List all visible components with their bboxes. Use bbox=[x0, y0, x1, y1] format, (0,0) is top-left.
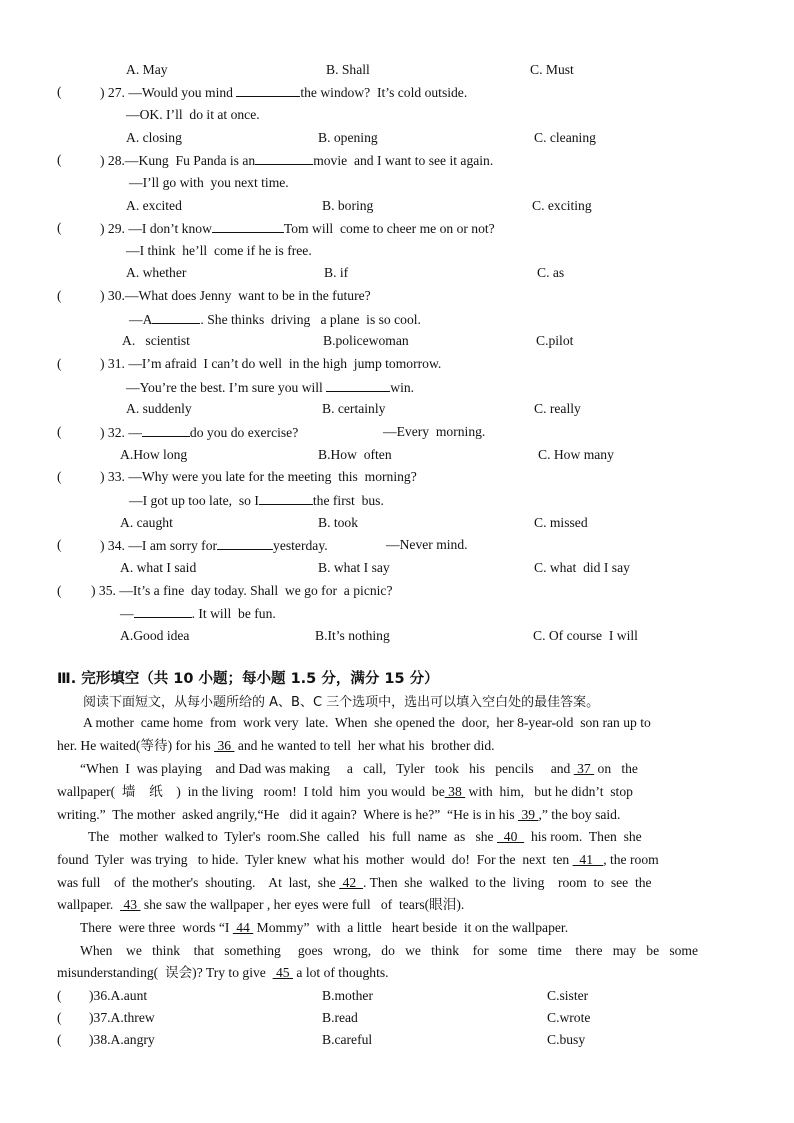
passage-line: misunderstanding( 误会)? Try to give 45 a lot of thoughts. bbox=[57, 965, 389, 980]
q37-option-b: B.read bbox=[322, 1010, 358, 1025]
blank-43: 43 bbox=[120, 897, 141, 912]
q33-option-c: C. missed bbox=[534, 515, 588, 530]
q27-option-a: A. closing bbox=[126, 130, 182, 145]
q35-blank bbox=[134, 604, 192, 618]
passage-line: writing.” The mother asked angrily,“He did it again? Where is he?” “He is in his 39 ,” the boy said. bbox=[57, 807, 621, 822]
q28-option-c: C. exciting bbox=[532, 198, 592, 213]
q27-paren: ( bbox=[57, 84, 62, 99]
q38-paren: ( bbox=[57, 1032, 62, 1047]
q27-blank bbox=[236, 83, 300, 97]
q35-paren: ( bbox=[57, 583, 62, 598]
q29-option-c: C. as bbox=[537, 265, 565, 280]
q33-stem: ) 33. —Why were you late for the meeting this morning? bbox=[100, 469, 417, 484]
q37-option-c: C.wrote bbox=[547, 1010, 591, 1025]
q32-stem: ) 32. — do you do exercise? bbox=[100, 425, 299, 440]
q33-paren: ( bbox=[57, 469, 62, 484]
q28-option-b: B. boring bbox=[322, 198, 374, 213]
passage-line: A mother came home from work very late. When she opened the door, her 8-year-old son ran up to bbox=[83, 715, 651, 730]
q32-reply: —Every morning. bbox=[383, 424, 486, 439]
q34-blank bbox=[217, 536, 273, 550]
passage-line: wallpaper( 墙 纸 ) in the living room! I told him you would be 38 with him, but he didn’t stop bbox=[57, 784, 633, 799]
blank-38: 38 bbox=[444, 784, 466, 799]
q33-option-a: A. caught bbox=[120, 515, 173, 530]
q38-option-b: B.careful bbox=[322, 1032, 373, 1047]
q26-option-b: B. Shall bbox=[326, 62, 370, 77]
q38-option-c: C.busy bbox=[547, 1032, 586, 1047]
q34-option-b: B. what I say bbox=[318, 560, 390, 575]
blank-40: 40 bbox=[496, 829, 525, 844]
q37-option-a: )37.A.threw bbox=[89, 1010, 155, 1025]
q28-paren: ( bbox=[57, 152, 62, 167]
q28-stem: ) 28.—Kung Fu Panda is an movie and I want to see it again. bbox=[100, 153, 494, 168]
q31-option-a: A. suddenly bbox=[126, 401, 192, 416]
q35-reply: — . It will be fun. bbox=[120, 606, 276, 621]
q28-blank bbox=[255, 151, 313, 165]
q30-stem: ) 30.—What does Jenny want to be in the future? bbox=[100, 288, 371, 303]
q30-option-b: B.policewoman bbox=[323, 333, 409, 348]
q28-option-a: A. excited bbox=[126, 198, 182, 213]
q32-paren: ( bbox=[57, 424, 62, 439]
q37-paren: ( bbox=[57, 1010, 62, 1025]
q35-option-c: C. Of course I will bbox=[533, 628, 638, 643]
q36-option-a: )36.A.aunt bbox=[89, 988, 148, 1003]
blank-41: 41 bbox=[572, 852, 604, 867]
section-title: Ⅲ. 完形填空（共 10 小题；每小题 1.5 分，满分 15 分） bbox=[57, 671, 439, 687]
q30-option-c: C.pilot bbox=[536, 333, 574, 348]
q27-option-b: B. opening bbox=[318, 130, 378, 145]
q31-stem: ) 31. —I’m afraid I can’t do well in the high jump tomorrow. bbox=[100, 356, 442, 371]
q34-option-a: A. what I said bbox=[120, 560, 197, 575]
q31-reply: —You’re the best. I’m sure you will win. bbox=[126, 380, 415, 395]
q30-reply: —A . She thinks driving a plane is so cool. bbox=[129, 312, 421, 327]
q29-reply: —I think he’ll come if he is free. bbox=[126, 243, 312, 258]
q27-reply: —OK. I’ll do it at once. bbox=[126, 107, 260, 122]
q29-option-b: B. if bbox=[324, 265, 349, 280]
passage-line: The mother walked to Tyler's room.She called his full name as she 40 his room. Then she bbox=[88, 829, 642, 844]
q32-blank bbox=[142, 423, 190, 437]
q35-option-a: A.Good idea bbox=[120, 628, 190, 643]
q27-option-c: C. cleaning bbox=[534, 130, 596, 145]
passage-line: “When I was playing and Dad was making a call, Tyler took his pencils and 37 on the bbox=[80, 761, 638, 776]
q31-option-c: C. really bbox=[534, 401, 581, 416]
q33-blank bbox=[259, 491, 313, 505]
q29-paren: ( bbox=[57, 220, 62, 235]
blank-45: 45 bbox=[272, 965, 293, 980]
q31-blank bbox=[326, 378, 390, 392]
q34-stem: ) 34. —I am sorry for yesterday. bbox=[100, 538, 328, 553]
q30-blank bbox=[152, 310, 200, 324]
q35-option-b: B.It’s nothing bbox=[315, 628, 390, 643]
q26-option-c: C. Must bbox=[530, 62, 574, 77]
q32-option-c: C. How many bbox=[538, 447, 614, 462]
q29-blank bbox=[212, 219, 284, 233]
q34-reply: —Never mind. bbox=[386, 537, 468, 552]
q36-option-c: C.sister bbox=[547, 988, 589, 1003]
q29-option-a: A. whether bbox=[126, 265, 187, 280]
q33-option-b: B. took bbox=[318, 515, 359, 530]
q26-option-a: A. May bbox=[126, 62, 168, 77]
q34-option-c: C. what did I say bbox=[534, 560, 630, 575]
q31-option-b: B. certainly bbox=[322, 401, 386, 416]
q38-option-a: )38.A.angry bbox=[89, 1032, 155, 1047]
q32-option-b: B.How often bbox=[318, 447, 392, 462]
passage-line: wallpaper. 43 she saw the wallpaper , her eyes were full of tears(眼泪). bbox=[57, 897, 465, 912]
blank-44: 44 bbox=[232, 920, 254, 935]
blank-36: 36 bbox=[214, 738, 235, 753]
q29-stem: ) 29. —I don’t know Tom will come to cheer me on or not? bbox=[100, 221, 495, 236]
passage-line: When we think that something goes wrong, do we think for some time there may be some bbox=[80, 943, 699, 958]
passage-line: found Tyler was trying to hide. Tyler knew what his mother would do! For the next ten 41 , the room bbox=[57, 852, 659, 867]
blank-39: 39 bbox=[518, 807, 539, 822]
q36-paren: ( bbox=[57, 988, 62, 1003]
q28-reply: —I’ll go with you next time. bbox=[129, 175, 289, 190]
passage-line: There were three words “I 44 Mommy” with a little heart beside it on the wallpaper. bbox=[80, 920, 569, 935]
q30-option-a: A. scientist bbox=[122, 333, 190, 348]
q33-reply: —I got up too late, so I the first bus. bbox=[129, 493, 384, 508]
blank-42: 42 bbox=[339, 875, 364, 890]
q31-paren: ( bbox=[57, 356, 62, 371]
q36-option-b: B.mother bbox=[322, 988, 373, 1003]
q32-option-a: A.How long bbox=[120, 447, 188, 462]
passage-line: was full of the mother's shouting. At last, she 42 . Then she walked to the living room to see the bbox=[57, 875, 652, 890]
q34-paren: ( bbox=[57, 537, 62, 552]
q27-stem: ) 27. —Would you mind the window? It’s cold outside. bbox=[100, 85, 468, 100]
section-instruction: 阅读下面短文，从每小题所给的 A、B、C 三个选项中，选出可以填入空白处的最佳答案。 bbox=[83, 695, 600, 710]
passage-line: her. He waited(等待) for his 36 and he wanted to tell her what his brother did. bbox=[57, 738, 495, 753]
q35-stem: ) 35. —It’s a fine day today. Shall we go for a picnic? bbox=[91, 583, 393, 598]
blank-37: 37 bbox=[573, 761, 595, 776]
q30-paren: ( bbox=[57, 288, 62, 303]
